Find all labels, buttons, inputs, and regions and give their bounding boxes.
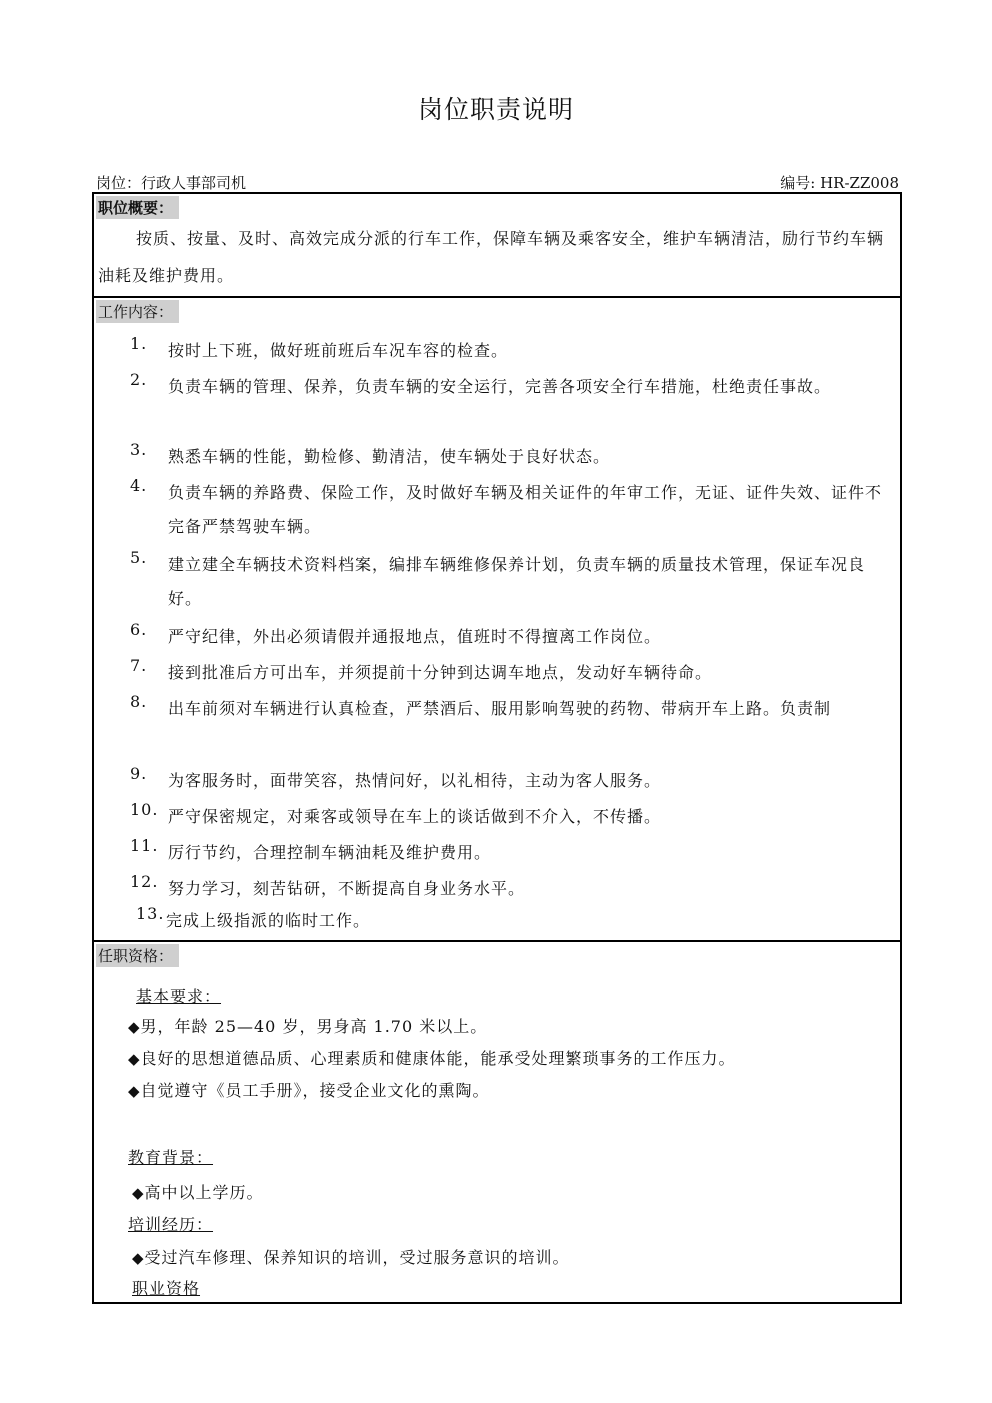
list-item (128, 1078, 490, 1101)
list-item (128, 1046, 736, 1069)
item-text: 自觉遵守《员工手册》，接受企业文化的熏陶。 (140, 1081, 490, 1100)
item-text: 良好的思想道德品质、心理素质和健康体能，能承受处理繁琐事务的工作压力。 (140, 1049, 736, 1068)
basic-requirements-heading: 基本要求： (136, 987, 222, 1006)
qualifications-heading: 任职资格： (96, 944, 179, 967)
list-item (94, 370, 900, 440)
list-item (132, 1180, 264, 1203)
item-text: 完成上级指派的临时工作。 (166, 911, 371, 930)
document-meta (96, 172, 899, 194)
item-number: 7. (130, 656, 148, 675)
overview-heading: 职位概要： (96, 196, 179, 219)
item-text: 严守保密规定，对乘客或领导在车上的谈话做到不介入，不传播。 (168, 807, 662, 826)
overview-section (94, 194, 900, 298)
list-item (94, 836, 900, 872)
list-item (94, 334, 900, 370)
page-title: 岗位职责说明 (417, 95, 574, 124)
list-item (132, 1245, 570, 1268)
item-number: 6. (130, 620, 148, 639)
item-text: 负责车辆的管理、保养，负责车辆的安全运行，完善各项安全行车措施，杜绝责任事故。 (168, 377, 832, 396)
item-text: 厉行节约，合理控制车辆油耗及维护费用。 (168, 843, 492, 862)
item-number: 12. (130, 872, 159, 891)
black-diamond-icon: ◆ (132, 1184, 145, 1202)
list-item (94, 800, 900, 836)
black-diamond-icon: ◆ (132, 1249, 145, 1267)
item-text: 建立建全车辆技术资料档案，编排车辆维修保养计划，负责车辆的质量技术管理，保证车况良好。 (168, 555, 866, 608)
item-text: 为客服务时，面带笑容，热情问好，以礼相待，主动为客人服务。 (168, 771, 662, 790)
item-number: 13. (136, 904, 165, 923)
certification-heading: 职业资格 (132, 1279, 201, 1298)
item-text: 高中以上学历。 (144, 1183, 264, 1202)
item-number: 4. (130, 476, 148, 495)
qualifications-section (94, 942, 900, 1302)
list-item (94, 692, 900, 764)
item-number: 8. (130, 692, 148, 711)
item-number: 3. (130, 440, 148, 459)
work-heading: 工作内容： (96, 300, 179, 323)
item-number: 10. (130, 800, 159, 819)
item-text: 出车前须对车辆进行认真检查，严禁酒后、服用影响驾驶的药物、带病开车上路。负责制 (168, 699, 832, 718)
item-number: 2. (130, 370, 148, 389)
list-item (94, 764, 900, 800)
item-text: 受过汽车修理、保养知识的培训，受过服务意识的培训。 (144, 1248, 570, 1267)
list-item (94, 872, 900, 904)
duty-table (92, 192, 902, 1304)
item-text: 严守纪律，外出必须请假并通报地点，值班时不得擅离工作岗位。 (168, 627, 662, 646)
item-text: 按时上下班，做好班前班后车况车容的检查。 (168, 341, 509, 360)
item-text: 熟悉车辆的性能，勤检修、勤清洁，使车辆处于良好状态。 (168, 447, 611, 466)
item-text: 负责车辆的养路费、保险工作，及时做好车辆及相关证件的年审工作，无证、证件失效、证件不完备严禁驾驶车辆。 (168, 483, 883, 536)
black-diamond-icon: ◆ (128, 1050, 141, 1068)
list-item (94, 476, 900, 548)
list-item (94, 656, 900, 692)
education-heading: 教育背景： (128, 1148, 214, 1167)
item-number: 5. (130, 548, 148, 567)
list-item (94, 620, 900, 656)
item-text: 男，年龄 25—40 岁，男身高 1.70 米以上。 (140, 1017, 488, 1036)
list-item (94, 548, 900, 620)
overview-text: 按质、按量、及时、高效完成分派的行车工作，保障车辆及乘客安全，维护车辆清洁，励行节约车辆油耗及维护费用。 (98, 229, 885, 285)
list-item (94, 904, 900, 934)
list-item (94, 440, 900, 476)
duty-list (94, 334, 900, 934)
item-number: 1. (130, 334, 148, 353)
item-text: 接到批准后方可出车，并须提前十分钟到达调车地点，发动好车辆待命。 (168, 663, 713, 682)
list-item (128, 1014, 487, 1037)
document-code: 编号: HR-ZZ008 (780, 174, 899, 192)
position-label: 岗位：行政人事部司机 (96, 174, 247, 192)
black-diamond-icon: ◆ (128, 1018, 141, 1036)
item-number: 9. (130, 764, 148, 783)
training-heading: 培训经历： (128, 1215, 214, 1234)
item-number: 11. (130, 836, 159, 855)
black-diamond-icon: ◆ (128, 1082, 141, 1100)
item-text: 努力学习，刻苦钻研，不断提高自身业务水平。 (168, 879, 526, 898)
work-section (94, 298, 900, 942)
